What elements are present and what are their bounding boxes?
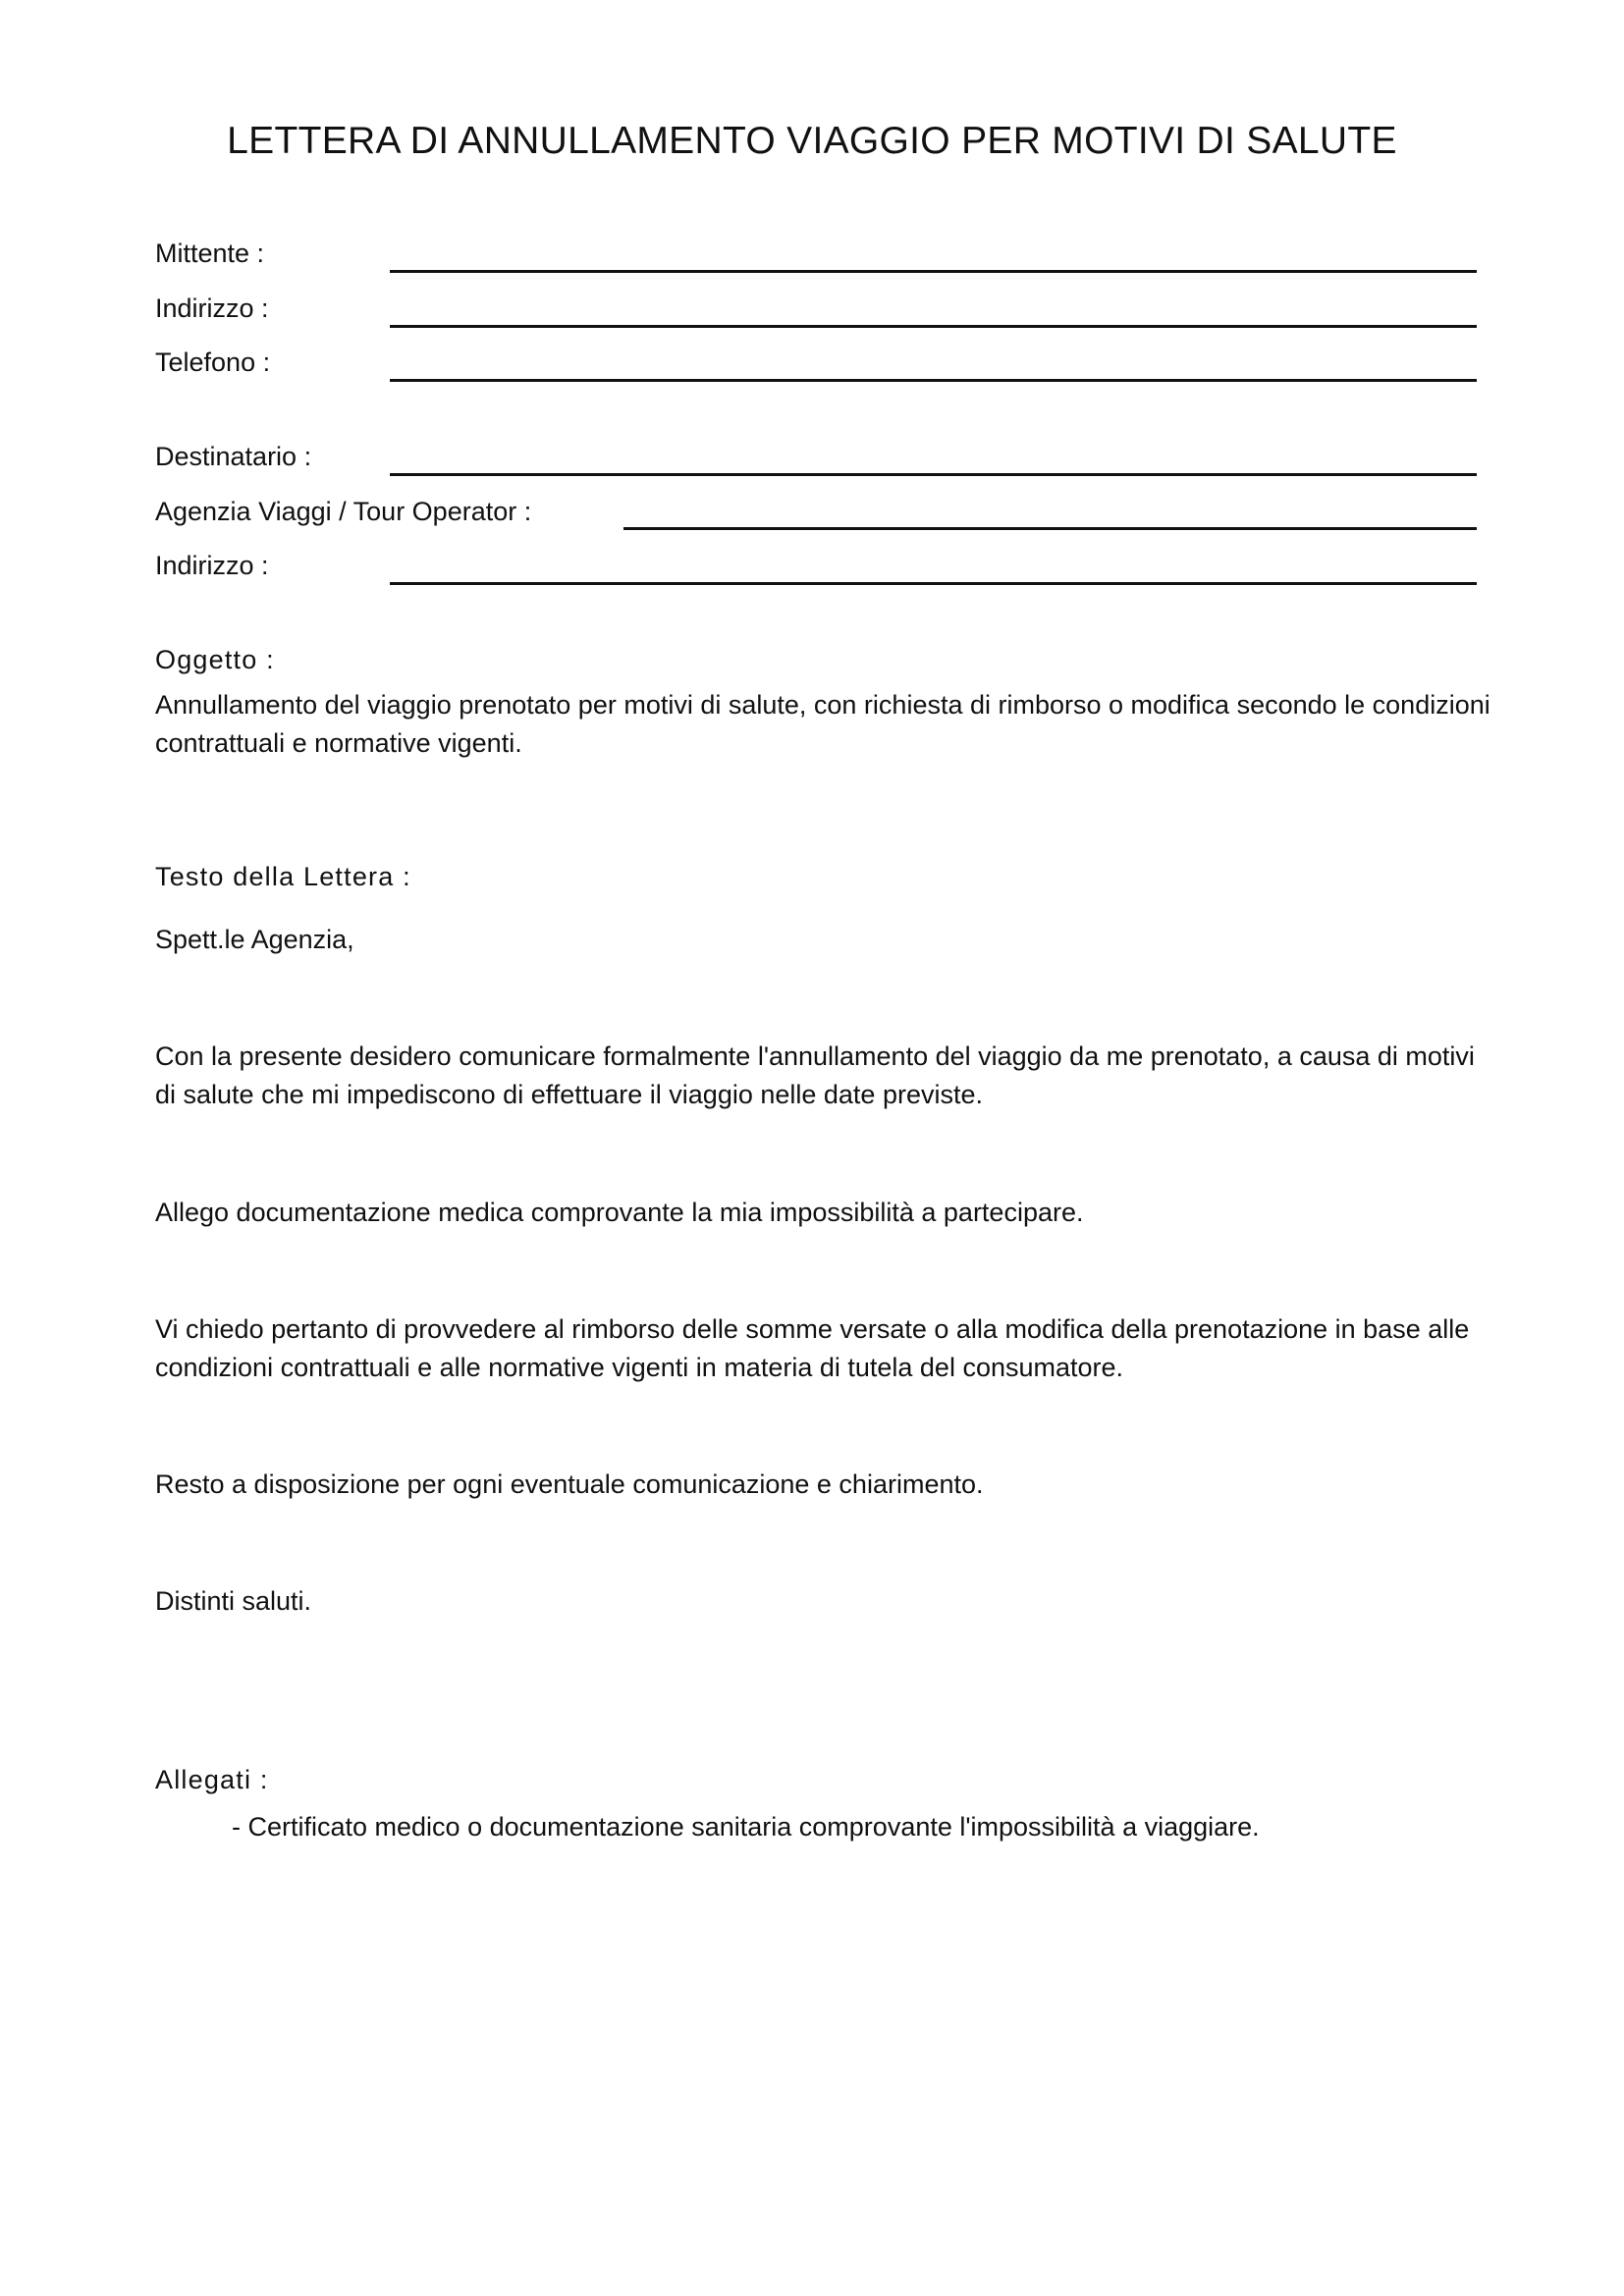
letter-text-label: Testo della Lettera : (155, 862, 411, 891)
subject-text: Annullamento del viaggio prenotato per motivi di salute, con richiesta di rimborso o modifica secondo le condizioni contrattuali e normative vigenti. (155, 690, 1490, 758)
letter-greeting: Spett.le Agenzia, (155, 925, 354, 954)
recipient-label: Destinatario : (155, 442, 312, 471)
letter-paragraph: Con la presente desidero comunicare formalmente l'annullamento del viaggio da me prenotato, a causa di motivi di salute che mi impediscono di effettuare il viaggio nelle date previste. (155, 1041, 1475, 1109)
recipient-address-fill-line[interactable] (390, 582, 1477, 585)
attachment-item: - Certificato medico o documentazione sanitaria comprovante l'impossibilità a viaggiare. (232, 1812, 1260, 1842)
sender-fill-line[interactable] (390, 270, 1477, 273)
letter-paragraph: Resto a disposizione per ogni eventuale comunicazione e chiarimento. (155, 1469, 984, 1499)
agency-fill-line[interactable] (623, 527, 1477, 530)
letter-paragraph: Vi chiedo pertanto di provvedere al rimborso delle somme versate o alla modifica della prenotazione in base alle condizioni contrattuali e alle normative vigenti in materia di tutela del consumatore. (155, 1314, 1470, 1382)
letter-closing: Distinti saluti. (155, 1586, 312, 1616)
sender-phone-fill-line[interactable] (390, 379, 1477, 382)
subject-label: Oggetto : (155, 645, 275, 674)
sender-label: Mittente : (155, 239, 265, 268)
sender-address-fill-line[interactable] (390, 325, 1477, 328)
attachments-label: Allegati : (155, 1765, 269, 1794)
recipient-fill-line[interactable] (390, 473, 1477, 476)
agency-label: Agenzia Viaggi / Tour Operator : (155, 497, 532, 526)
sender-address-label: Indirizzo : (155, 294, 269, 323)
document-title: LETTERA DI ANNULLAMENTO VIAGGIO PER MOTIVI DI SALUTE (227, 120, 1397, 162)
letter-paragraph: Allego documentazione medica comprovante la mia impossibilità a partecipare. (155, 1198, 1084, 1227)
sender-phone-label: Telefono : (155, 347, 271, 377)
recipient-address-label: Indirizzo : (155, 551, 269, 580)
